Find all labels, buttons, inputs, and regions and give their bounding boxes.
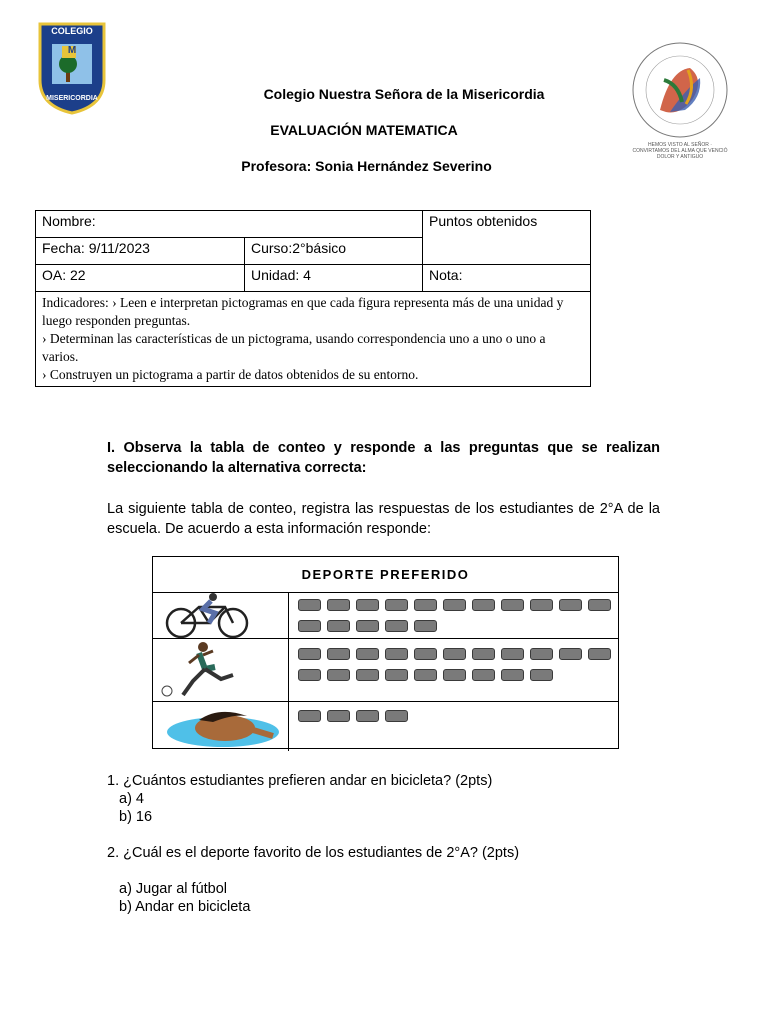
teacher-name: Profesora: Sonia Hernández Severino	[241, 158, 492, 174]
indicator-line: › Determinan las características de un pictograma, usando correspondencia uno a uno o uno a varios.	[42, 331, 546, 364]
tally-mark	[385, 620, 408, 632]
tally-mark	[327, 648, 350, 660]
swimmer-icon	[153, 702, 289, 751]
tally-mark	[530, 648, 553, 660]
exam-title: EVALUACIÓN MATEMATICA	[270, 122, 458, 138]
question-text: 1. ¿Cuántos estudiantes prefieren andar en bicicleta? (2pts)	[107, 773, 493, 789]
indicator-line: › Construyen un pictograma a partir de datos obtenidos de su entorno.	[42, 367, 419, 382]
tally-mark	[530, 599, 553, 611]
tally-mark	[298, 710, 321, 722]
logo-bottom-text: MISERICORDIA	[46, 95, 98, 102]
option-b[interactable]: b) 16	[119, 809, 153, 825]
option-b[interactable]: b) Andar en bicicleta	[119, 899, 251, 915]
tally-marks	[298, 710, 618, 731]
tally-row-bicycle	[153, 592, 618, 639]
tally-mark	[356, 669, 379, 681]
puntos-cell[interactable]: Puntos obtenidos	[423, 211, 591, 265]
tally-table	[152, 556, 619, 749]
tally-mark	[501, 648, 524, 660]
question-2	[107, 844, 660, 916]
tally-row-soccer	[153, 638, 618, 702]
tally-mark	[298, 599, 321, 611]
logo-letter: M	[67, 45, 77, 56]
tally-mark	[530, 669, 553, 681]
tally-mark	[472, 669, 495, 681]
tally-mark	[385, 669, 408, 681]
tally-mark	[443, 669, 466, 681]
tally-mark	[501, 599, 524, 611]
tally-mark	[385, 599, 408, 611]
tally-mark	[298, 669, 321, 681]
tally-mark	[414, 648, 437, 660]
tally-mark	[588, 648, 611, 660]
option-a[interactable]: a) 4	[119, 791, 144, 807]
tally-mark	[414, 669, 437, 681]
tally-mark	[472, 648, 495, 660]
option-a[interactable]: a) Jugar al fútbol	[119, 881, 228, 897]
tally-mark	[588, 599, 611, 611]
tally-mark	[298, 620, 321, 632]
tally-mark	[298, 648, 321, 660]
tally-mark	[385, 648, 408, 660]
tally-title: DEPORTE PREFERIDO	[153, 557, 618, 593]
tally-mark	[559, 648, 582, 660]
unidad-cell: Unidad: 4	[245, 265, 423, 292]
tally-mark	[385, 710, 408, 722]
tally-mark	[327, 710, 350, 722]
indicators-cell	[36, 292, 591, 387]
logo-top-text: COLEGIO	[51, 26, 93, 36]
tally-mark	[472, 599, 495, 611]
bicycle-icon	[153, 593, 289, 639]
tally-marks	[298, 599, 618, 641]
tally-mark	[356, 710, 379, 722]
question-text: 2. ¿Cuál es el deporte favorito de los estudiantes de 2°A? (2pts)	[107, 845, 520, 861]
fecha-cell: Fecha: 9/11/2023	[36, 238, 245, 265]
tally-mark	[559, 599, 582, 611]
question-1	[107, 772, 660, 826]
logo-motto-text: HEMOS VISTO AL SEÑOR · CONVIRTAMOS DEL ALMA QUE VENCIÓ DOLOR Y ANTIGUO	[632, 142, 728, 160]
tally-mark	[327, 669, 350, 681]
tally-mark	[356, 620, 379, 632]
tally-mark	[414, 620, 437, 632]
tally-mark	[414, 599, 437, 611]
nombre-cell[interactable]: Nombre:	[36, 211, 423, 238]
tally-row-swimming	[153, 701, 618, 751]
tally-mark	[443, 648, 466, 660]
nota-cell[interactable]: Nota:	[423, 265, 591, 292]
soccer-player-icon	[153, 639, 289, 702]
tally-mark	[327, 599, 350, 611]
tally-mark	[327, 620, 350, 632]
tally-mark	[356, 648, 379, 660]
section-intro: La siguiente tabla de conteo, registra las respuestas de los estudiantes de 2°A de la escuela. De acuerdo a esta información responde:	[107, 501, 660, 537]
section-instruction: I. Observa la tabla de conteo y responde a las preguntas que se realizan seleccionando la alternativa correcta:	[107, 440, 660, 476]
tally-marks	[298, 648, 618, 690]
student-info-table	[35, 210, 591, 387]
school-name: Colegio Nuestra Señora de la Misericordia	[263, 86, 545, 102]
tally-mark	[356, 599, 379, 611]
curso-cell: Curso:2°básico	[245, 238, 423, 265]
indicator-line: Indicadores: › Leen e interpretan pictogramas en que cada figura representa más de una unidad y luego responden preguntas.	[42, 295, 564, 328]
oa-cell: OA: 22	[36, 265, 245, 292]
tally-mark	[501, 669, 524, 681]
tally-mark	[443, 599, 466, 611]
